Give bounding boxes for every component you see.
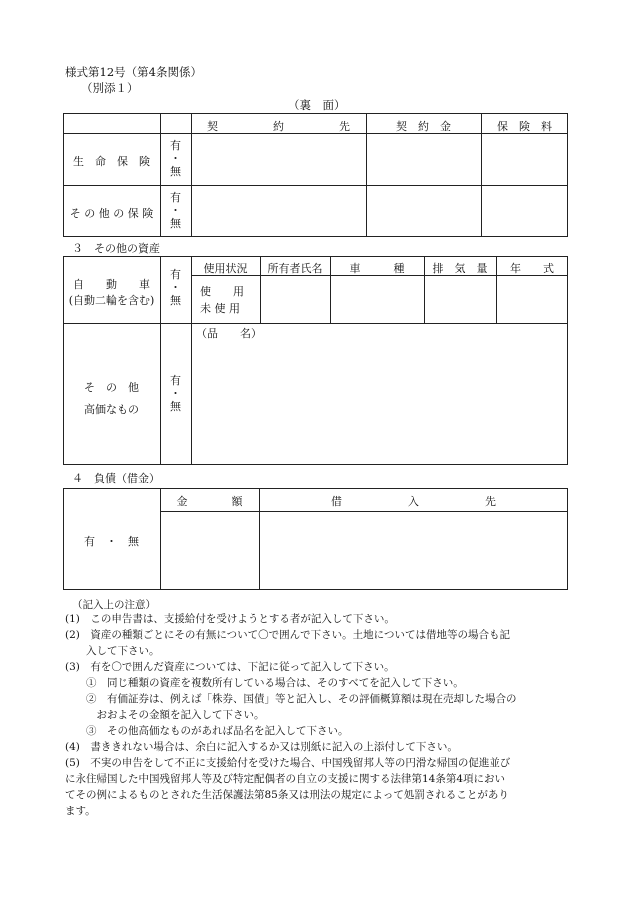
section-4-title: ４ 負債（借金） (72, 472, 160, 485)
attachment-label: （別添１） (81, 81, 139, 95)
yes-option[interactable]: 有 (170, 374, 181, 387)
notes-title: （記入上の注意） (72, 599, 156, 611)
note-2: (2) 資産の種類ごとにその有無について〇で囲んで下さい。土地については借地等の場合も記 (65, 629, 510, 641)
header-contract-amount: 契 約 金 (396, 120, 451, 133)
note-3: (3) 有を〇で囲んだ資産については、下記に従って記入して下さい。 (65, 661, 395, 673)
yes-option[interactable]: 有 (170, 268, 181, 281)
no-option[interactable]: 無 (170, 400, 181, 413)
debt-lender-cell[interactable] (260, 512, 567, 589)
yes-option[interactable]: 有 (170, 139, 181, 152)
header-displacement: 排 気 量 (432, 262, 488, 275)
other-contract-amount-cell[interactable] (367, 186, 480, 236)
debt-amount-cell[interactable] (161, 512, 258, 589)
usage-in-use-option[interactable]: 使 用 (200, 285, 244, 298)
item-name-label: （品 名） (196, 327, 262, 340)
car-label-note: (自動二輪を含む) (68, 294, 155, 307)
note-3-2: ② 有価証券は、例えば「株券、国債」等と記入し、その評価概算額は現在売却した場合の (65, 693, 517, 705)
row-label-other-insurance: そ の 他 の 保 険 (69, 207, 154, 220)
note-5-cont-3: ます。 (65, 805, 96, 817)
life-contract-amount-cell[interactable] (367, 134, 480, 184)
other-premium-cell[interactable] (482, 186, 567, 236)
header-premium: 保 険 料 (497, 120, 552, 133)
note-5-cont-1: に永住帰国した中国残留邦人等及び特定配偶者の自立の支援に関する法律第14条第4項におい (65, 773, 506, 785)
separator: ・ (170, 387, 181, 400)
car-model-cell[interactable] (331, 276, 423, 322)
no-option[interactable]: 無 (170, 217, 181, 230)
note-5-cont-2: てその例によるものとされた生活保護法第85条又は刑法の規定によって処罰されることがあり (65, 789, 509, 801)
header-car-model: 車 種 (349, 262, 405, 275)
header-lender: 借 入 先 (331, 495, 496, 508)
item-name-cell[interactable] (192, 340, 567, 464)
car-label: 自 動 車 (73, 278, 150, 291)
model-year-cell[interactable] (497, 276, 567, 322)
row-label-life-insurance: 生 命 保 険 (73, 155, 150, 168)
note-5: (5) 不実の申告をして不正に支援給付を受けた場合、中国残留邦人等の円滑な帰国の促進並び (65, 757, 511, 769)
note-2-cont: 入して下さい。 (65, 645, 160, 657)
yes-option[interactable]: 有 (170, 191, 181, 204)
note-3-1: ① 同じ種類の資産を複数所有している場合は、そのすべてを記入して下さい。 (65, 677, 464, 689)
header-amount: 金 額 (176, 495, 243, 508)
owner-name-cell[interactable] (261, 276, 329, 322)
separator: ・ (170, 281, 181, 294)
section-3-title: ３ その他の資産 (72, 242, 160, 255)
header-model-year: 年 式 (510, 262, 554, 275)
header-owner-name: 所有者氏名 (267, 262, 323, 275)
usage-not-in-use-option[interactable]: 未 使 用 (200, 302, 240, 315)
no-option[interactable]: 無 (170, 165, 181, 178)
note-1: (1) この申告書は、支援給付を受けようとする者が記入して下さい。 (65, 613, 395, 625)
no-option[interactable]: 無 (170, 294, 181, 307)
note-3-2-cont: おおよその金額を記入して下さい。 (65, 709, 265, 721)
separator: ・ (170, 152, 181, 165)
valuables-label: そ の 他 (84, 381, 139, 394)
life-contract-party-cell[interactable] (192, 134, 365, 184)
debt-yes-no[interactable]: 有 ・ 無 (84, 535, 139, 548)
header-contract-party: 契 約 先 (207, 120, 350, 133)
note-4: (4) 書ききれない場合は、余白に記入するか又は別紙に記入の上添付して下さい。 (65, 741, 458, 753)
displacement-cell[interactable] (425, 276, 495, 322)
form-number: 様式第12号（第4条関係） (65, 65, 202, 79)
valuables-label-2: 高価なもの (84, 403, 139, 416)
other-contract-party-cell[interactable] (192, 186, 365, 236)
header-usage-status: 使用状況 (203, 262, 248, 275)
car-yes-no[interactable] (160, 268, 191, 307)
note-3-3: ③ その他高価なものがあれば品名を記入して下さい。 (65, 725, 349, 737)
valuables-yes-no[interactable] (160, 374, 191, 413)
life-premium-cell[interactable] (482, 134, 567, 184)
other-insurance-yes-no[interactable] (160, 191, 191, 230)
separator: ・ (170, 204, 181, 217)
life-insurance-yes-no[interactable] (160, 139, 191, 178)
side-label: （裏 面） (288, 98, 346, 112)
